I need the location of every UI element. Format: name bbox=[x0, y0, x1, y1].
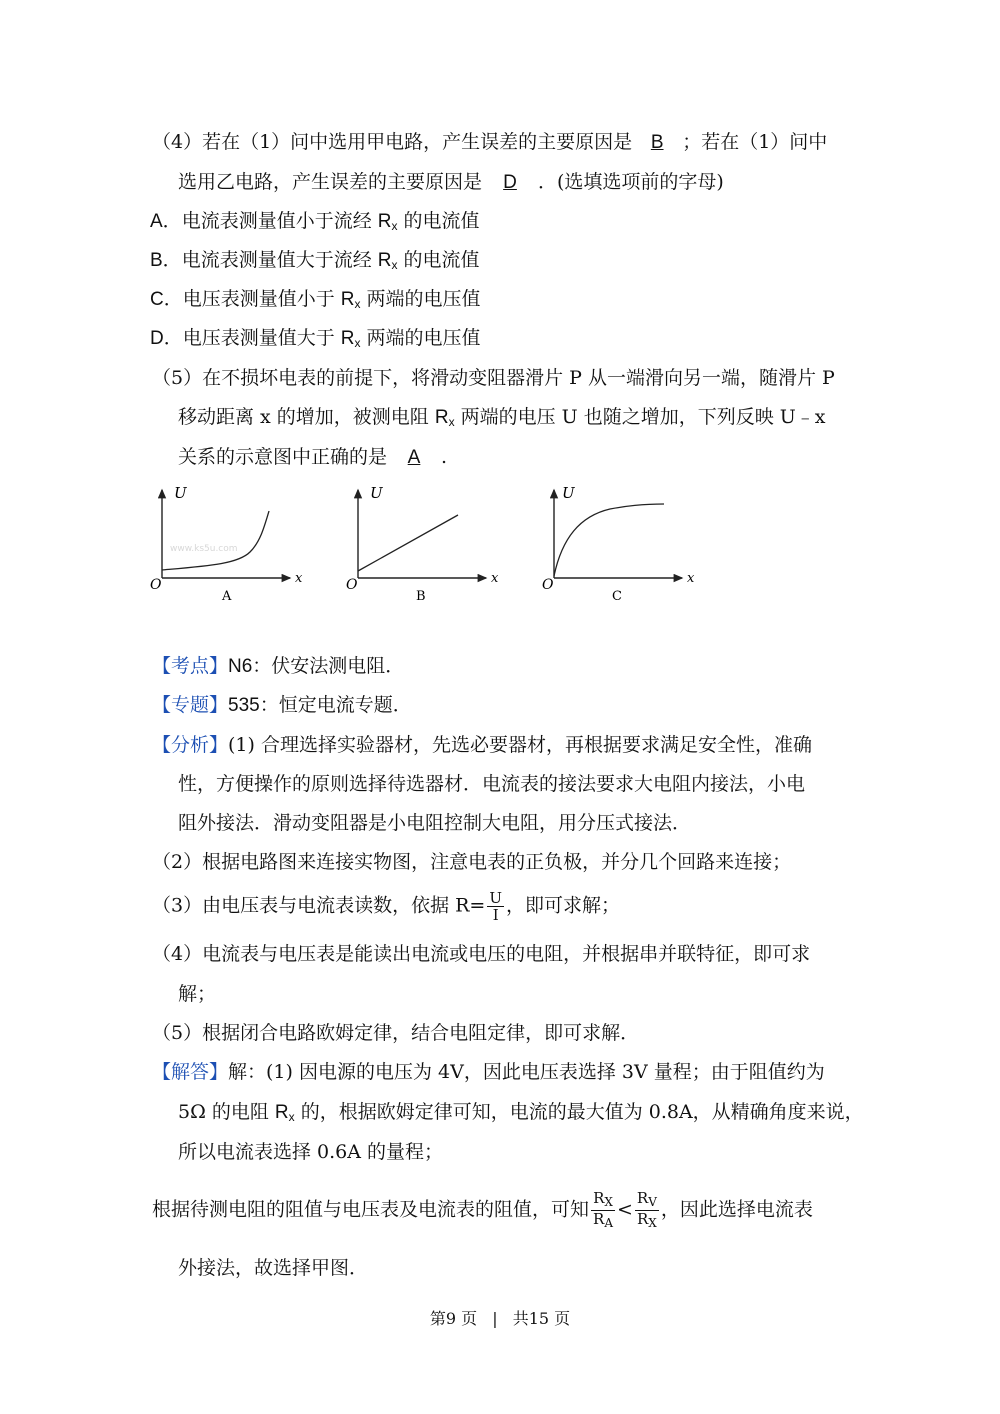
fenxi-line1: 【分析】(1) 合理选择实验器材，先选必要器材，再根据要求满足安全性，准确 bbox=[152, 734, 812, 756]
option-b: B．电流表测量值大于流经 $R_x$ 的电流值 bbox=[150, 249, 480, 272]
option-a: A．电流表测量值小于流经 $R_x$ 的电流值 bbox=[150, 210, 480, 233]
axis-label-u: U bbox=[174, 484, 187, 502]
jieda-line5: 外接法，故选择甲图． bbox=[178, 1257, 369, 1279]
fenxi-p4-cont: 解； bbox=[178, 983, 217, 1005]
answer-blank: A bbox=[407, 447, 421, 468]
curve-saturating bbox=[554, 504, 664, 576]
jieda-line1: 【解答】解：(1) 因电源的电压为 4V，因此电压表选择 3V 量程；由于阻值约为 bbox=[152, 1061, 825, 1083]
fraction-u-over-i: $\frac{U}{I}$ bbox=[489, 889, 503, 924]
fenxi-line2: 性，方便操作的原则选择待选器材．电流表的接法要求大电阻内接法，小电 bbox=[178, 773, 806, 795]
kaodian-tag: 【考点】 bbox=[152, 655, 229, 677]
zhuanti-line: 【专题】535：恒定电流专题． bbox=[152, 694, 412, 716]
kaodian-line: 【考点】N6：伏安法测电阻． bbox=[152, 655, 405, 677]
fraction-rv-over-rx: $\frac{R_V}{R_X}$ bbox=[636, 1189, 657, 1230]
footer-separator: | bbox=[492, 1309, 498, 1328]
fenxi-tag: 【分析】 bbox=[152, 734, 229, 756]
q5-line3: 关系的示意图中正确的是 A . bbox=[178, 443, 447, 472]
jieda-line4: 根据待测电阻的阻值与电压表及电流表的阻值，可知 $\frac{R_X}{R_A}$ < $\frac{R_V}{R_X}$ ，因此选择电流表 bbox=[152, 1189, 813, 1230]
option-c: C．电压表测量值小于 $R_x$ 两端的电压值 bbox=[150, 288, 481, 311]
answer-blank: D bbox=[503, 172, 517, 193]
graph-a bbox=[148, 478, 318, 608]
q4-line2: 选用乙电路，产生误差的主要原因是 D ．(选填选项前的字母) bbox=[178, 168, 724, 197]
page-total: 共15 页 bbox=[512, 1309, 571, 1328]
graph-b bbox=[344, 478, 514, 608]
fraction-rx-over-ra: $\frac{R_X}{R_A}$ bbox=[593, 1189, 613, 1230]
less-than-sign: < bbox=[616, 1198, 633, 1221]
jieda-line3: 所以电流表选择 0.6A 的量程； bbox=[178, 1141, 444, 1163]
q4-line1: （4）若在（1）问中选用甲电路，产生误差的主要原因是 B ；若在（1）问中 bbox=[152, 128, 827, 157]
origin-label: O bbox=[346, 577, 358, 593]
axis-label-x: x bbox=[687, 571, 695, 586]
axis-label-u: U bbox=[370, 484, 383, 502]
origin-label: O bbox=[542, 577, 554, 593]
graph-caption: B bbox=[416, 589, 426, 604]
q5-line2: 移动距离 x 的增加，被测电阻 $R_x$ 两端的电压 U 也随之增加，下列反映 U﹣x bbox=[178, 406, 826, 429]
axis-label-x: x bbox=[491, 571, 499, 586]
origin-label: O bbox=[150, 577, 162, 593]
page-number: 第9 页 bbox=[429, 1309, 478, 1328]
q5-line1: （5）在不损坏电表的前提下，将滑动变阻器滑片 P 从一端滑向另一端，随滑片 P bbox=[152, 367, 835, 389]
watermark: www.ks5u.com bbox=[170, 544, 238, 554]
answer-blank: B bbox=[650, 132, 664, 153]
axis-label-x: x bbox=[295, 571, 303, 586]
curve-linear bbox=[358, 515, 458, 571]
zhuanti-tag: 【专题】 bbox=[152, 694, 229, 716]
fenxi-p4: （4）电流表与电压表是能读出电流或电压的电阻，并根据串并联特征，即可求 bbox=[152, 943, 811, 965]
page-footer bbox=[0, 1306, 1000, 1329]
jieda-line2: 5Ω 的电阻 $R_x$ 的，根据欧姆定律可知，电流的最大值为 0.8A，从精确角度来说， bbox=[178, 1101, 864, 1124]
curve-convex bbox=[162, 511, 269, 570]
graph-caption: C bbox=[612, 589, 622, 604]
fenxi-p3: （3）由电压表与电流表读数，依据 R= $\frac{U}{I}$ ，即可求解； bbox=[152, 889, 621, 924]
graph-caption: A bbox=[222, 589, 232, 604]
graph-c bbox=[540, 478, 710, 608]
fenxi-p5: （5）根据闭合电路欧姆定律，结合电阻定律，即可求解． bbox=[152, 1022, 640, 1044]
fenxi-line3: 阻外接法．滑动变阻器是小电阻控制大电阻，用分压式接法． bbox=[178, 812, 692, 834]
fenxi-p2: （2）根据电路图来连接实物图，注意电表的正负极，并分几个回路来连接； bbox=[152, 851, 792, 873]
jieda-tag: 【解答】 bbox=[152, 1061, 229, 1083]
axis-label-u: U bbox=[562, 484, 575, 502]
option-d: D．电压表测量值大于 $R_x$ 两端的电压值 bbox=[150, 327, 481, 350]
